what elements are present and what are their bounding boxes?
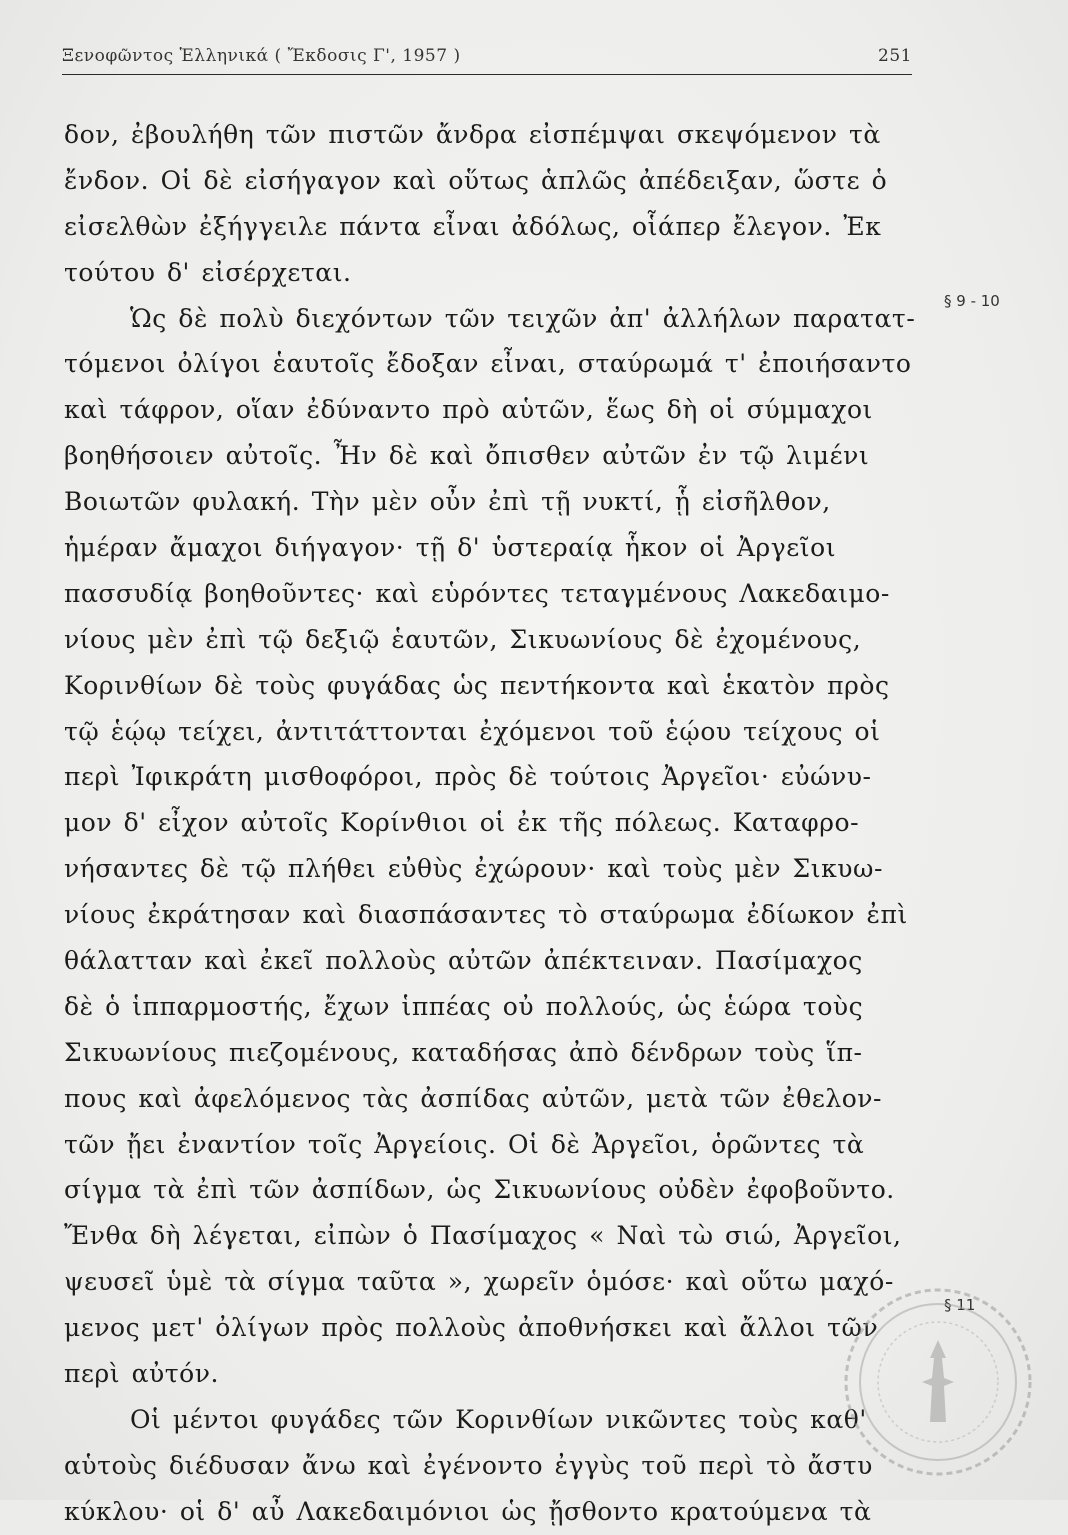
- text-line: δον, ἐβουλήθη τῶν πιστῶν ἄνδρα εἰσπέμψαι σκεψόμενον τὰ: [64, 120, 881, 149]
- text-line: ψευσεῖ ὑμὲ τὰ σίγμα ταῦτα », χωρεῖν ὁμόσε· καὶ οὕτω μαχό-: [64, 1267, 894, 1297]
- text-line: τῷ ἑῴῳ τείχει, ἀντιτάττονται ἐχόμενοι τοῦ ἑῴου τείχους οἱ: [64, 716, 881, 746]
- text-line: θάλατταν καὶ ἐκεῖ πολλοὺς αὐτῶν ἀπέκτειναν. Πασίμαχος: [64, 946, 863, 976]
- text-line: ἔνδον. Οἱ δὲ εἰσήγαγον καὶ οὕτως ἁπλῶς ἀπέδειξαν, ὥστε ὁ: [64, 165, 888, 195]
- text-line: καὶ τάφρον, οἵαν ἐδύναντο πρὸ αὑτῶν, ἕως δὴ οἱ σύμμαχοι: [64, 395, 873, 425]
- text-line: δὲ ὁ ἱππαρμοστής, ἔχων ἱππέας οὐ πολλούς, ὡς ἑώρα τοὺς: [64, 991, 864, 1021]
- text-line: βοηθήσοιεν αὐτοῖς. Ἦν δὲ καὶ ὄπισθεν αὐτῶν ἐν τῷ λιμένι: [64, 441, 870, 471]
- section-marker-9-10: § 9 - 10: [944, 292, 1000, 310]
- text-line: τούτου δ' εἰσέρχεται.: [64, 257, 352, 287]
- text-line: Κορινθίων δὲ τοὺς φυγάδας ὡς πεντήκοντα καὶ ἑκατὸν πρὸς: [64, 670, 890, 700]
- text-line: Οἱ μέντοι φυγάδες τῶν Κορινθίων νικῶντες τοὺς καθ': [130, 1404, 867, 1434]
- text-line: σίγμα τὰ ἐπὶ τῶν ἀσπίδων, ὡς Σικυωνίους οὐδὲν ἐφοβοῦντο.: [64, 1175, 895, 1205]
- text-line: μον δ' εἶχον αὐτοῖς Κορίνθιοι οἱ ἐκ τῆς πόλεως. Καταφρο-: [64, 808, 860, 838]
- text-line: κύκλου· οἱ δ' αὖ Λακεδαιμόνιοι ὡς ᾔσθοντο κρατούμενα τὰ: [64, 1496, 872, 1526]
- running-head-title: Ξενοφῶντος Ἑλληνικά ( Ἔκδοσις Γ', 1957 ): [62, 46, 461, 66]
- text-line: ἡμέραν ἄμαχοι διήγαγον· τῇ δ' ὑστεραίᾳ ἧκον οἱ Ἀργεῖοι: [64, 533, 837, 563]
- text-line: νήσαντες δὲ τῷ πλήθει εὐθὺς ἐχώρουν· καὶ τοὺς μὲν Σικυω-: [64, 854, 883, 884]
- text-line: Ὡς δὲ πολὺ διεχόντων τῶν τειχῶν ἀπ' ἀλλήλων παρατατ-: [130, 303, 916, 333]
- text-line: αὑτοὺς διέδυσαν ἄνω καὶ ἐγένοντο ἐγγὺς τοῦ περὶ τὸ ἄστυ: [64, 1450, 873, 1480]
- text-line: πους καὶ ἀφελόμενος τὰς ἀσπίδας αὐτῶν, μετὰ τῶν ἐθελον-: [64, 1083, 883, 1113]
- text-line: τόμενοι ὀλίγοι ἑαυτοῖς ἔδοξαν εἶναι, σταύρωμά τ' ἐποιήσαντο: [64, 349, 912, 379]
- text-line: εἰσελθὼν ἐξήγγειλε πάντα εἶναι ἀδόλως, οἷάπερ ἔλεγον. Ἐκ: [64, 211, 882, 241]
- text-line: νίους ἐκράτησαν καὶ διασπάσαντες τὸ σταύρωμα ἐδίωκον ἐπὶ: [64, 900, 908, 930]
- main-text: [64, 112, 926, 1535]
- text-line: Βοιωτῶν φυλακή. Τὴν μὲν οὖν ἐπὶ τῇ νυκτί, ᾗ εἰσῆλθον,: [64, 487, 831, 517]
- text-line: περὶ αὐτόν.: [64, 1359, 219, 1389]
- text-line: τῶν ᾔει ἐναντίον τοῖς Ἀργείοις. Οἱ δὲ Ἀργεῖοι, ὁρῶντες τὰ: [64, 1129, 865, 1159]
- library-stamp: [838, 1282, 1038, 1482]
- text-line: Ἔνθα δὴ λέγεται, εἰπὼν ὁ Πασίμαχος « Ναὶ τὼ σιώ, Ἀργεῖοι,: [64, 1221, 902, 1251]
- text-line: νίους μὲν ἐπὶ τῷ δεξιῷ ἑαυτῶν, Σικυωνίους δὲ ἐχομένους,: [64, 624, 862, 654]
- text-line: Σικυωνίους πιεζομένους, καταδήσας ἀπὸ δένδρων τοὺς ἵπ-: [64, 1037, 863, 1067]
- running-head: [62, 44, 912, 75]
- text-line: περὶ Ἰφικράτη μισθοφόροι, πρὸς δὲ τούτοις Ἀργεῖοι· εὐώνυ-: [64, 762, 872, 792]
- text-line: πασσυδίᾳ βοηθοῦντες· καὶ εὑρόντες τεταγμένους Λακεδαιμο-: [64, 578, 890, 608]
- text-line: μενος μετ' ὀλίγων πρὸς πολλοὺς ἀποθνήσκει καὶ ἄλλοι τῶν: [64, 1313, 879, 1343]
- page-number: 251: [878, 46, 912, 66]
- section-marker-11: § 11: [944, 1296, 976, 1314]
